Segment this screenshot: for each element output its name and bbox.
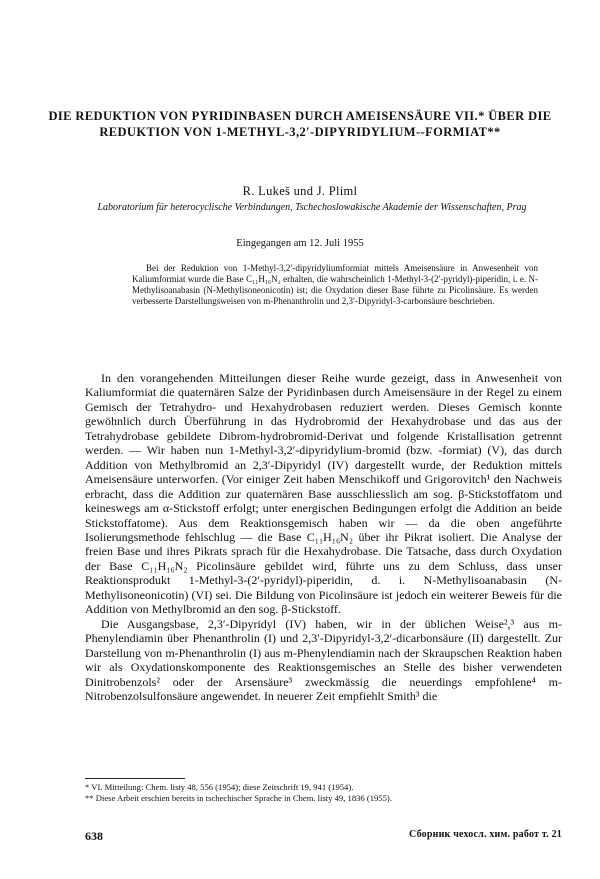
abstract: Bei der Reduktion von 1-Methyl-3,2′-dipyridyliumformiat mittels Ameisensäure in Anwesenheit von Kaliumformiat wurde die Base C₁₁H₁₆N₂ erhalten, die wahrscheinlich 1-Methyl-3-(2′-pyridyl)-piperidin, i. e. N-Methylisoanabasin (N-Methylisoneonicotin) ist; die Oxydation dieser Base führte zu Picolinsäure. Es werden verbesserte Darstellungsweisen von m-Phenanthrolin und 2,3′-Dipyridyl-3-carbonsäure beschrieben. [132, 263, 538, 307]
received-date: Eingegangen am 12. Juli 1955 [236, 238, 364, 249]
page-number: 638 [85, 829, 103, 843]
body-text [85, 371, 562, 703]
authors: R. Lukeš und J. Pliml [242, 184, 358, 198]
body-paragraph: In den vorangehenden Mitteilungen dieser Reihe wurde gezeigt, dass in Anwesenheit von Kaliumformiat die quaternären Salze der Pyridinbasen durch Ameisensäure in der Regel zu einem Gemisch der Tetrahydro- und Hexahydrobasen reduziert werden. Dieses Gemisch konnte gewöhnlich durch Überführung in das Hydrobromid der Hexahydrobase und das aus der Tetrahydrobase gebildete Dibrom-hydrobromid-Derivat und folgende Kristallisation getrennt werden. — Wir haben nun 1-Methyl-3,2′-dipyridylium-bromid (bzw. -formiat) (V), das durch Addition von Methylbromid an 2,3′-Dipyridyl (IV) dargestellt wurde, der Reduktion mittels Ameisensäure unterworfen. (Vor einiger Zeit haben Menschikoff und Grigorovitch¹ den Nachweis erbracht, dass die Addition zur quaternären Base ausschliesslich am sog. β-Stickstoffatom und keineswegs am α-Stickstoff erfolgt; unter energischen Bedingungen erfolgt die Addition an beide Stickstoffatome). Aus dem Reaktionsgemisch haben wir — da die oben angeführte Isolierungsmethode fehlschlug — die Base C₁₁H₁₆N₂ über ihr Pikrat isoliert. Die Analyse der freien Base und ihres Pikrats sprach für die Hexahydrobase. Die Tatsache, dass durch Oxydation der Base C₁₁H₁₆N₂ Picolinsäure gebildet wird, führte uns zu dem Schluss, dass unser Reaktionsprodukt 1-Methyl-3-(2′-pyridyl)-piperidin, d. i. N-Methylisoanabasin (N-Methylisoneonicotin) (VI) sei. Die Bildung von Picolinsäure ist jedoch ein weiterer Beweis für die Addition von Methylbromid an den sog. β-Stickstoff. [85, 371, 562, 617]
body-paragraph: Die Ausgangsbase, 2,3′-Dipyridyl (IV) haben, wir in der üblichen Weise²,³ aus m-Phenylendiamin über Phenanthrolin (I) und 2,3′-Dipyridyl-3,2′-dicarbonsäure (II) dargestellt. Zur Darstellung von m-Phenanthrolin (I) aus m-Phenylendiamin nach der Skraupschen Reaktion haben wir als Oxydationskomponente des Reaktionsgemisches an Stelle des bisher verwendeten Dinitrobenzols² oder der Arsensäure³ zweckmässig die neuerdings empfohlene⁴ m-Nitrobenzolsulfonsäure angewendet. In neuerer Zeit empfiehlt Smith³ die [85, 616, 562, 703]
footnote: * VI. Mitteilung: Chem. listy 48, 556 (1954); diese Zeitschrift 19, 941 (1954). [85, 782, 354, 792]
affiliation: Laboratorium für heterocyclische Verbindungen, Tschechoslowakische Akademie der Wissenschaften, Prag [97, 202, 527, 213]
footnote: ** Diese Arbeit erschien bereits in tschechischer Sprache in Chem. listy 49, 1836 (1955). [85, 793, 392, 803]
journal-footer: Сборник чехосл. хим. работ т. 21 [409, 829, 562, 840]
article-title: DIE REDUKTION VON PYRIDINBASEN DURCH AMEISENSÄURE VII.* ÜBER DIE REDUKTION VON 1-METHYL-3,2′-DIPYRIDYLIUM--FORMIAT** [48, 109, 552, 139]
footnote-rule [85, 778, 185, 779]
footnotes [85, 782, 562, 804]
